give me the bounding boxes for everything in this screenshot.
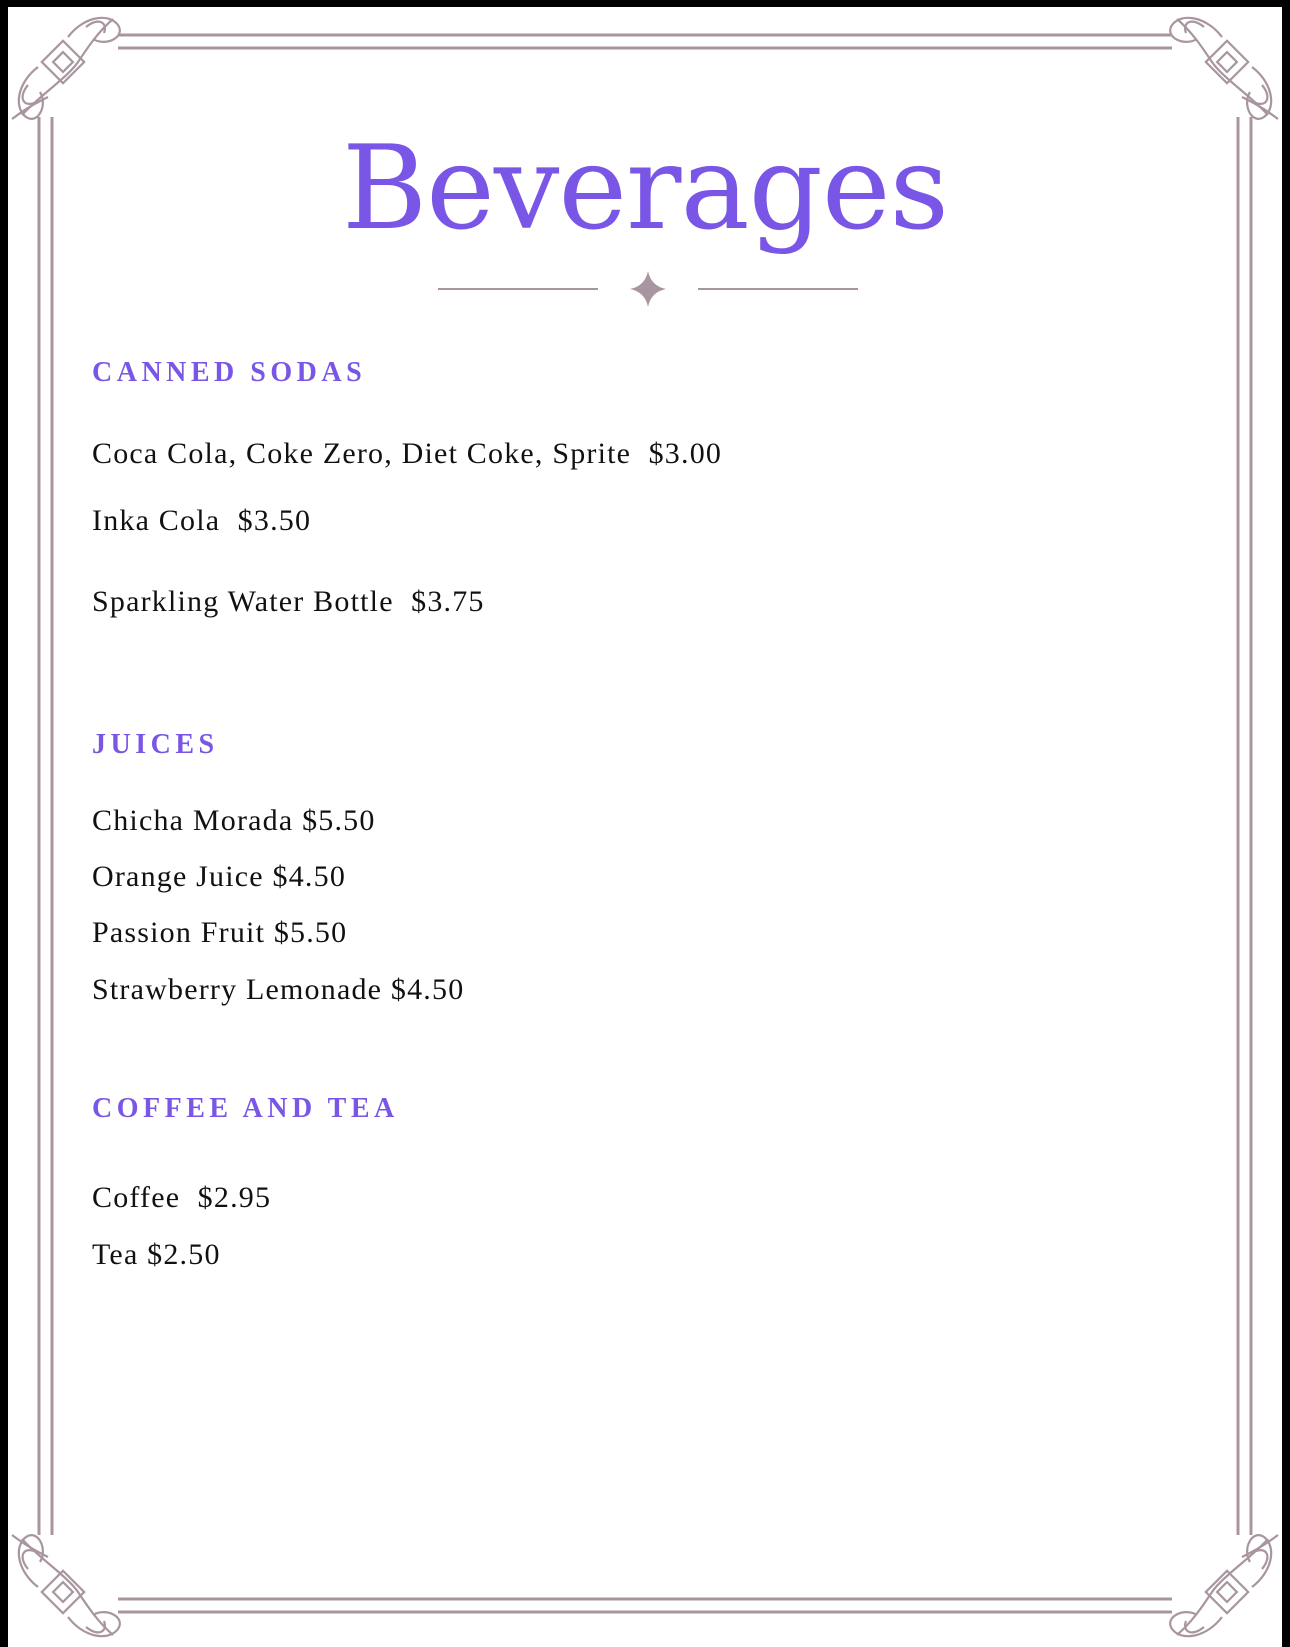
menu-item: Inka Cola $3.50 bbox=[92, 504, 312, 537]
sparkle-icon bbox=[630, 271, 666, 307]
corner-ornament-icon bbox=[12, 18, 120, 119]
menu-item: Strawberry Lemonade $4.50 bbox=[92, 973, 465, 1006]
menu-item: Sparkling Water Bottle $3.75 bbox=[92, 585, 485, 618]
menu-page bbox=[8, 7, 1282, 1647]
menu-item: Orange Juice $4.50 bbox=[92, 860, 347, 893]
section-heading-canned-sodas: CANNED SODAS bbox=[92, 357, 367, 388]
menu-item: Passion Fruit $5.50 bbox=[92, 916, 348, 949]
page-title: Beverages bbox=[341, 121, 949, 256]
menu-item: Chicha Morada $5.50 bbox=[92, 804, 376, 837]
menu-item: Coffee $2.95 bbox=[92, 1181, 272, 1214]
section-heading-juices: JUICES bbox=[92, 729, 219, 760]
menu-item: Tea $2.50 bbox=[92, 1238, 221, 1271]
title-divider bbox=[438, 269, 858, 309]
menu-item: Coca Cola, Coke Zero, Diet Coke, Sprite $3.00 bbox=[92, 437, 723, 470]
section-heading-coffee-and-tea: COFFEE AND TEA bbox=[92, 1093, 399, 1124]
